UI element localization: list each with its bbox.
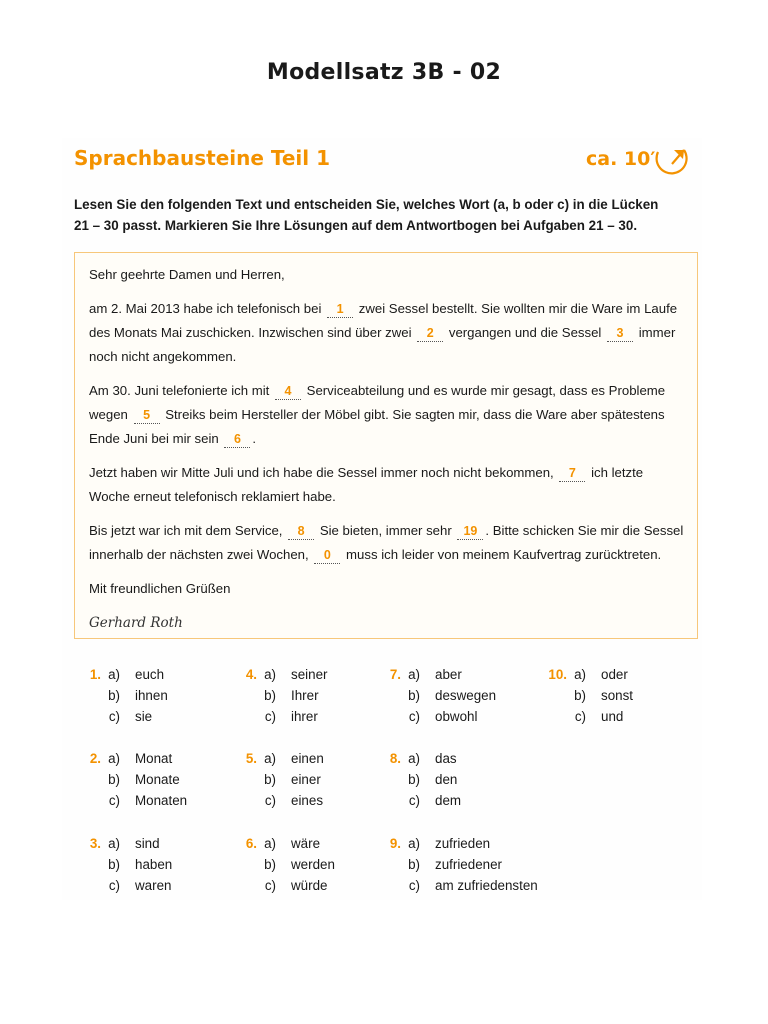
gap-8[interactable]: [288, 523, 314, 540]
letter-text: Streiks beim Hersteller der Möbel gibt. Sie sagten mir, dass die Ware aber spätestens Ende Juni bei mir sein: [89, 407, 665, 446]
answer-option[interactable]: [540, 664, 690, 685]
option-text: einer: [291, 772, 321, 787]
option-letter: c): [264, 878, 276, 893]
option-text: Ihrer: [291, 688, 319, 703]
answer-option[interactable]: [374, 769, 524, 790]
question-block: [230, 748, 380, 811]
gap-5[interactable]: [134, 407, 160, 424]
gap-number: 7: [568, 466, 576, 480]
letter-text: Serviceabteilung und es wurde mir gesagt, dass es Probleme wegen: [89, 383, 666, 422]
letter-paragraph: [89, 461, 685, 509]
question-number: 1.: [89, 667, 101, 682]
option-text: am zufriedensten: [435, 878, 538, 893]
option-text: oder: [601, 667, 628, 682]
letter-salutation: Sehr geehrte Damen und Herren,: [89, 267, 285, 282]
gap-9[interactable]: [457, 523, 483, 540]
option-text: würde: [291, 878, 328, 893]
letter-paragraph: [89, 297, 685, 369]
option-letter: a): [108, 751, 120, 766]
instructions-line: 21 – 30 passt. Markieren Sie Ihre Lösungen auf dem Antwortbogen bei Aufgaben 21 – 30.: [74, 218, 638, 233]
option-letter: c): [264, 793, 276, 808]
option-text: zufrieden: [435, 836, 491, 851]
option-text: Monat: [135, 751, 173, 766]
question-block: [374, 833, 538, 896]
gap-2[interactable]: [417, 325, 443, 342]
gap-3[interactable]: [607, 325, 633, 342]
option-text: einen: [291, 751, 324, 766]
question-block: [74, 748, 224, 811]
gap-10[interactable]: [314, 547, 340, 564]
option-text: werden: [291, 857, 335, 872]
option-text: deswegen: [435, 688, 497, 703]
option-letter: c): [408, 793, 420, 808]
option-letter: a): [264, 751, 276, 766]
answer-option[interactable]: [230, 833, 380, 854]
answer-option[interactable]: [374, 875, 538, 896]
option-text: eines: [291, 793, 324, 808]
option-text: waren: [135, 878, 172, 893]
option-text: das: [435, 751, 457, 766]
question-number: 8.: [389, 751, 401, 766]
answer-option[interactable]: [230, 875, 380, 896]
letter-text: Bis jetzt war ich mit dem Service,: [89, 523, 283, 538]
gap-number: 0: [323, 548, 331, 562]
gap-number: 6: [233, 432, 241, 446]
answer-option[interactable]: [74, 685, 224, 706]
answer-option[interactable]: [540, 706, 690, 727]
question-block: [74, 664, 224, 727]
gap-4[interactable]: [275, 383, 301, 400]
instructions: [74, 194, 674, 236]
option-text: ihnen: [135, 688, 168, 703]
option-letter: a): [408, 667, 420, 682]
question-number: 4.: [245, 667, 257, 682]
answer-option[interactable]: [74, 854, 224, 875]
option-letter: a): [108, 836, 120, 851]
option-letter: b): [264, 772, 276, 787]
gap-7[interactable]: [559, 465, 585, 482]
option-letter: a): [264, 667, 276, 682]
option-letter: c): [108, 709, 120, 724]
option-letter: b): [108, 688, 120, 703]
answer-option[interactable]: [230, 769, 380, 790]
gap-number: 4: [284, 384, 292, 398]
answer-option[interactable]: [374, 706, 524, 727]
option-letter: b): [108, 772, 120, 787]
option-letter: b): [408, 857, 420, 872]
answer-option[interactable]: [230, 748, 380, 769]
option-text: Monaten: [135, 793, 188, 808]
gap-number: 8: [297, 524, 305, 538]
gap-1[interactable]: [327, 301, 353, 318]
gap-number: 2: [426, 326, 434, 340]
question-number: 2.: [89, 751, 101, 766]
gap-number: 19: [463, 524, 478, 538]
option-letter: a): [574, 667, 586, 682]
letter-text: zwei Sessel bestellt. Sie wollten mir die Ware im Laufe des Monats Mai zuschicken. Inzwischen sind über zwei: [89, 301, 678, 340]
question-number: 7.: [389, 667, 401, 682]
option-text: seiner: [291, 667, 328, 682]
option-text: sind: [135, 836, 160, 851]
option-letter: c): [264, 709, 276, 724]
option-letter: c): [108, 878, 120, 893]
clock-icon: [652, 142, 692, 182]
instructions-line: Lesen Sie den folgenden Text und entscheiden Sie, welches Wort (a, b oder c) in die Lücken: [74, 197, 659, 212]
option-letter: b): [108, 857, 120, 872]
question-number: 3.: [89, 836, 101, 851]
option-text: ihrer: [291, 709, 318, 724]
option-text: euch: [135, 667, 165, 682]
gap-6[interactable]: [224, 431, 250, 448]
question-block: [374, 748, 524, 811]
letter-text: Jetzt haben wir Mitte Juli und ich habe die Sessel immer noch nicht bekommen,: [89, 465, 554, 480]
letter-text: vergangen und die Sessel: [448, 325, 602, 340]
option-text: zufriedener: [435, 857, 502, 872]
option-letter: c): [408, 709, 420, 724]
page-title: Modellsatz 3B - 02: [266, 60, 502, 85]
answer-option[interactable]: [374, 685, 524, 706]
time-label: ca. 10′: [586, 148, 656, 170]
letter-box: [74, 252, 698, 639]
option-text: und: [601, 709, 624, 724]
option-letter: a): [408, 836, 420, 851]
option-text: den: [435, 772, 458, 787]
option-letter: a): [108, 667, 120, 682]
question-number: 9.: [389, 836, 401, 851]
letter-text: ich letzte Woche erneut telefonisch reklamiert habe.: [89, 465, 644, 504]
letter-closing: Mit freundlichen Grüßen: [89, 581, 231, 596]
gap-number: 3: [616, 326, 624, 340]
letter-text: am 2. Mai 2013 habe ich telefonisch bei: [89, 301, 322, 316]
answer-option[interactable]: [74, 769, 224, 790]
answer-option[interactable]: [540, 685, 690, 706]
letter-text: . Bitte schicken Sie mir die Sessel innerhalb der nächsten zwei Wochen,: [89, 523, 684, 562]
letter-text: Sie bieten, immer sehr: [319, 523, 452, 538]
exam-sheet: [62, 138, 702, 900]
letter-text: muss ich leider von meinem Kaufvertrag zurücktreten.: [346, 547, 662, 562]
option-letter: b): [408, 772, 420, 787]
option-text: Monate: [135, 772, 180, 787]
answer-option[interactable]: [374, 748, 524, 769]
option-letter: c): [408, 878, 420, 893]
answer-option[interactable]: [230, 854, 380, 875]
gap-number: 5: [143, 408, 151, 422]
answer-option[interactable]: [74, 790, 224, 811]
answer-option[interactable]: [74, 664, 224, 685]
answer-option[interactable]: [74, 875, 224, 896]
answer-option[interactable]: [374, 833, 524, 854]
option-text: sonst: [601, 688, 634, 703]
letter-signature: Gerhard Roth: [89, 615, 183, 631]
answer-option[interactable]: [230, 790, 380, 811]
answer-option[interactable]: [74, 833, 224, 854]
option-letter: b): [264, 688, 276, 703]
option-text: haben: [135, 857, 173, 872]
question-number: 5.: [245, 751, 257, 766]
question-number: 6.: [245, 836, 257, 851]
question-block: [74, 833, 224, 896]
answer-option[interactable]: [374, 664, 524, 685]
option-text: wäre: [291, 836, 321, 851]
question-block: [374, 664, 524, 727]
option-letter: c): [108, 793, 120, 808]
answer-option[interactable]: [374, 790, 524, 811]
option-letter: b): [264, 857, 276, 872]
option-letter: a): [264, 836, 276, 851]
option-letter: c): [574, 709, 586, 724]
letter-text: immer noch nicht angekommen.: [89, 325, 676, 364]
question-block: [230, 833, 380, 896]
letter-text: .: [252, 431, 257, 446]
letter-text: Am 30. Juni telefonierte ich mit: [89, 383, 270, 398]
option-text: obwohl: [435, 709, 478, 724]
answer-option[interactable]: [74, 748, 224, 769]
option-text: sie: [135, 709, 153, 724]
option-text: dem: [435, 793, 462, 808]
answer-option[interactable]: [230, 706, 380, 727]
answer-option[interactable]: [74, 706, 224, 727]
option-letter: b): [574, 688, 586, 703]
answer-option[interactable]: [230, 664, 380, 685]
question-number: 10.: [548, 667, 567, 682]
answer-option[interactable]: [230, 685, 380, 706]
question-block: [230, 664, 380, 727]
option-letter: a): [408, 751, 420, 766]
letter-paragraph: [89, 379, 685, 451]
option-letter: b): [408, 688, 420, 703]
answer-option[interactable]: [374, 854, 524, 875]
letter-paragraph: [89, 519, 685, 567]
option-text: aber: [435, 667, 462, 682]
section-title: Sprachbausteine Teil 1: [74, 146, 331, 170]
question-block: [540, 664, 690, 727]
gap-number: 1: [336, 302, 344, 316]
